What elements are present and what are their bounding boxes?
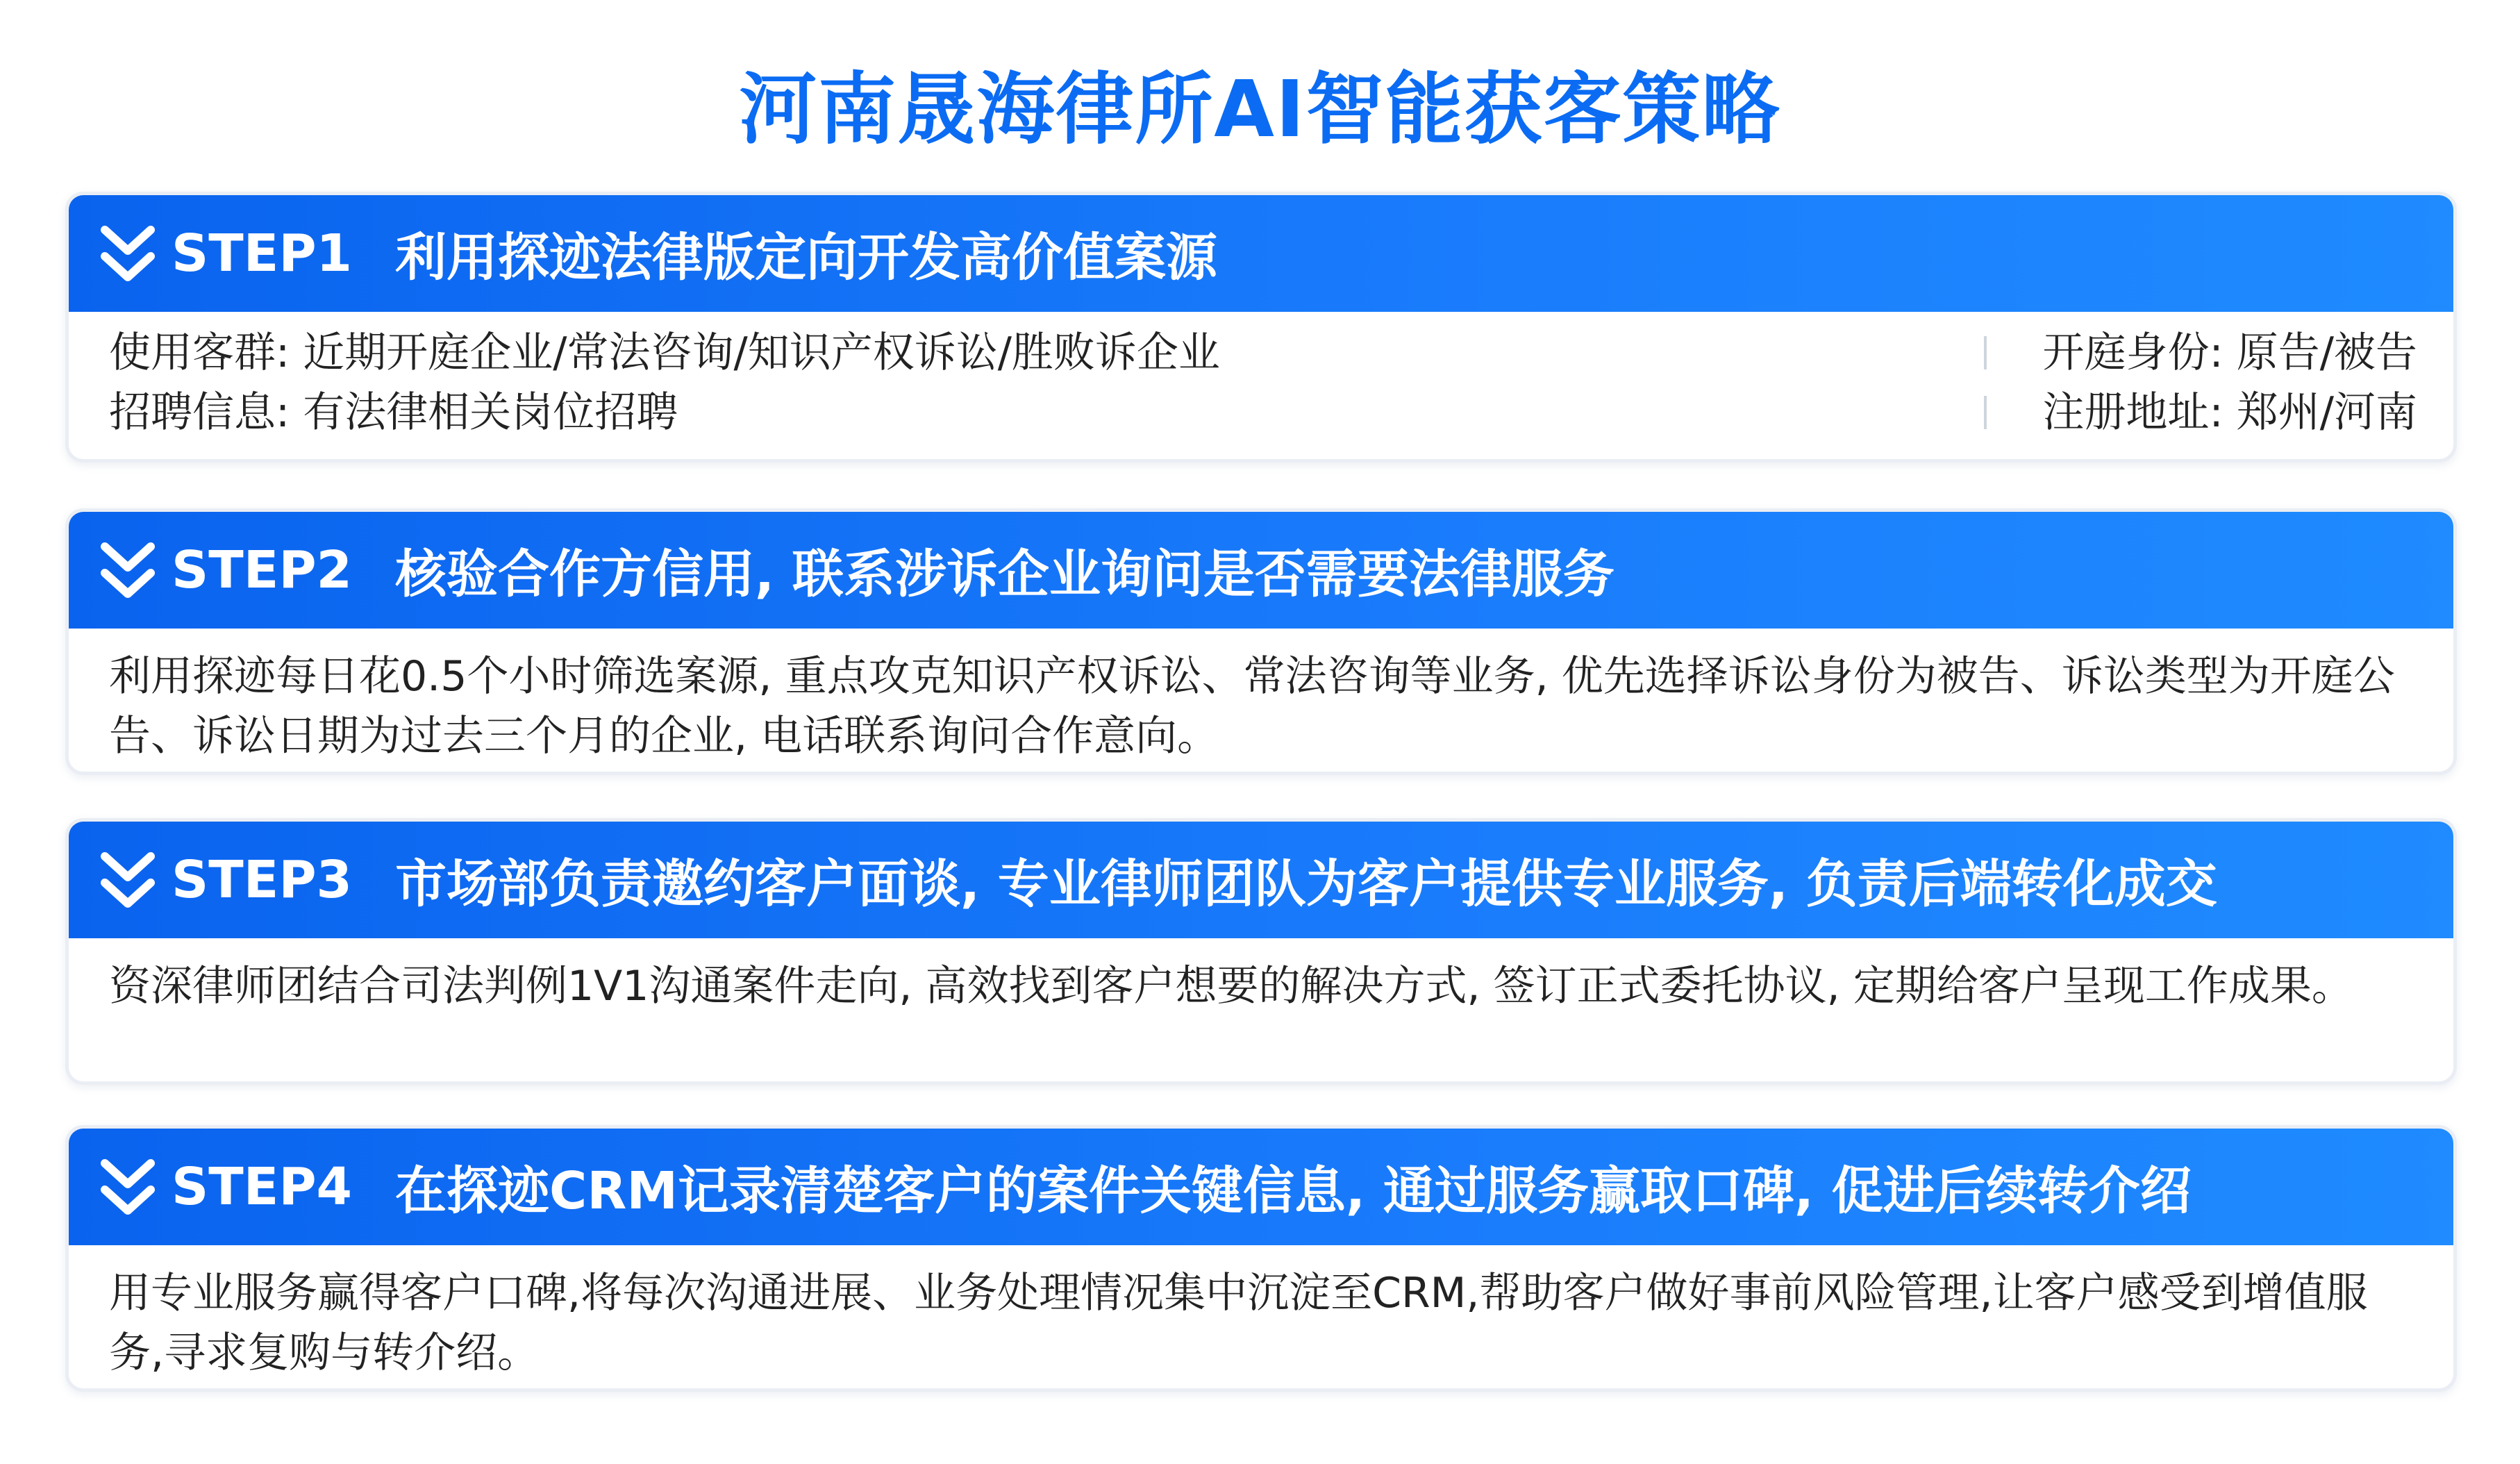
- page-title: 河南晟海律所AI智能获客策略: [739, 65, 1781, 155]
- step-number: STEP1: [172, 224, 353, 283]
- step-card-1: [65, 192, 2457, 463]
- info-right: 开庭身份: 原告/被告: [2042, 328, 2417, 377]
- step-body-2: [69, 629, 2453, 766]
- info-row: [109, 323, 2417, 383]
- step-description: 用专业服务赢得客户口碑,将每次沟通进展、业务处理情况集中沉淀至CRM,帮助客户做好事前风险管理,让客户感受到增值服务,寻求复购与转介绍。: [109, 1269, 2368, 1377]
- step-header-3: [69, 822, 2453, 938]
- step-card-3: [65, 818, 2457, 1085]
- info-left: 使用客群: 近期开庭企业/常法咨询/知识产权诉讼/胜败诉企业: [109, 328, 1220, 377]
- step-description: 资深律师团结合司法判例1V1沟通案件走向, 高效找到客户想要的解决方式, 签订正式委托协议, 定期给客户呈现工作成果。: [109, 962, 2353, 1010]
- step-header-4: [69, 1129, 2453, 1245]
- step-header-2: [69, 512, 2453, 629]
- double-chevron-down-icon: [98, 1154, 158, 1220]
- info-right: 注册地址: 郑州/河南: [2042, 388, 2417, 437]
- step-header-1: [69, 195, 2453, 312]
- step-number: STEP2: [172, 540, 353, 600]
- step-body-1: [69, 312, 2453, 442]
- step-heading: 核验合作方信用, 联系涉诉企业询问是否需要法律服务: [395, 544, 1614, 604]
- step-card-4: [65, 1125, 2457, 1392]
- info-row: [109, 383, 2417, 442]
- step-description: 利用探迹每日花0.5个小时筛选案源, 重点攻克知识产权诉讼、常法咨询等业务, 优先选择诉讼身份为被告、诉讼类型为开庭公告、诉讼日期为过去三个月的企业, 电话联系询问合作意向。: [109, 652, 2395, 760]
- step-number: STEP3: [172, 850, 353, 910]
- double-chevron-down-icon: [98, 847, 158, 913]
- step-card-2: [65, 508, 2457, 775]
- step-body-4: [69, 1245, 2453, 1383]
- step-number: STEP4: [172, 1157, 353, 1217]
- step-heading: 在探迹CRM记录清楚客户的案件关键信息, 通过服务赢取口碑, 促进后续转介绍: [395, 1161, 2192, 1221]
- double-chevron-down-icon: [98, 220, 158, 287]
- step-heading: 市场部负责邀约客户面谈, 专业律师团队为客户提供专业服务, 负责后端转化成交: [395, 854, 2217, 914]
- step-body-3: [69, 938, 2453, 1016]
- double-chevron-down-icon: [98, 537, 158, 604]
- info-left: 招聘信息: 有法律相关岗位招聘: [109, 388, 678, 437]
- step-heading: 利用探迹法律版定向开发高价值案源: [395, 228, 1218, 288]
